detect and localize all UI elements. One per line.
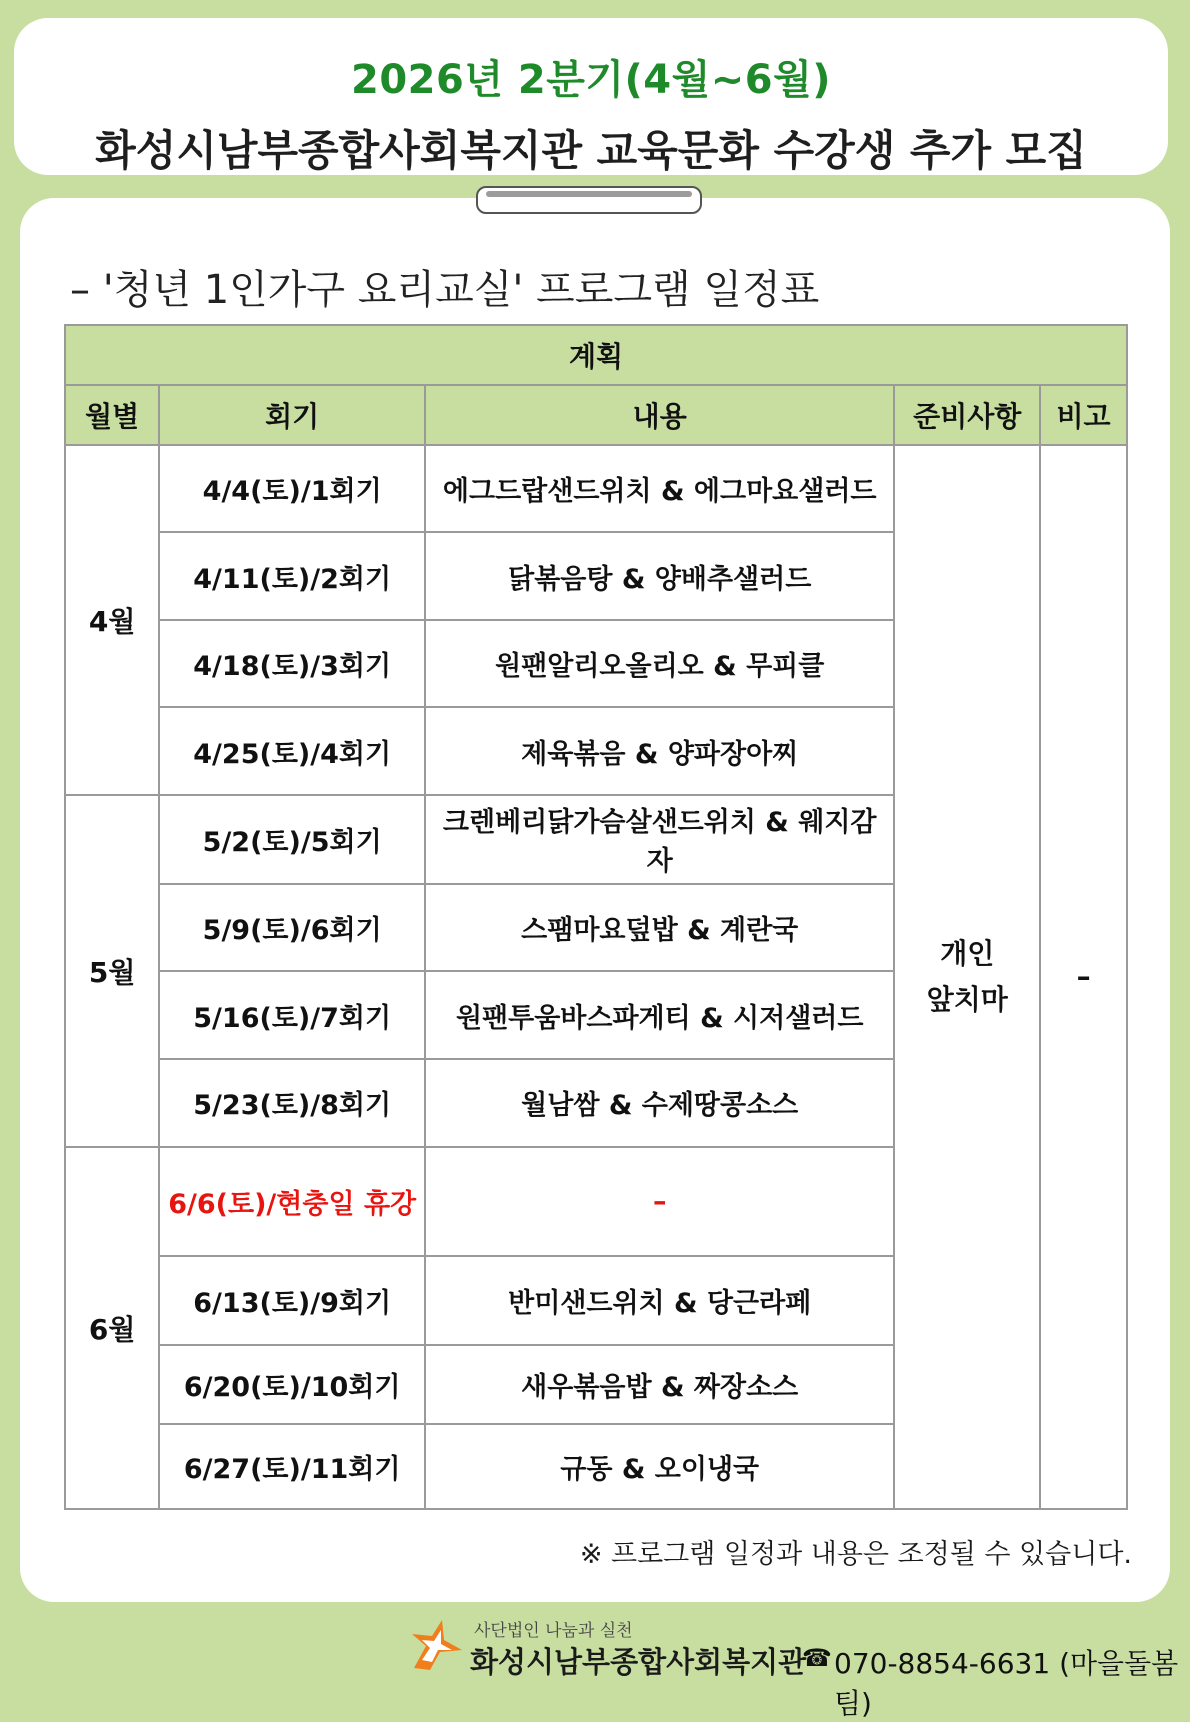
star-logo-icon [408, 1616, 466, 1678]
prep-line2: 앞치마 [926, 982, 1008, 1016]
round-cell: 4/25(토)/4회기 [159, 707, 425, 795]
content-cell: 크렌베리닭가슴살샌드위치 & 웨지감자 [425, 795, 894, 884]
title-card [14, 18, 1168, 175]
content-cell: 에그드랍샌드위치 & 에그마요샐러드 [425, 445, 894, 533]
org-subtitle: 사단법인 나눔과 실천 [474, 1621, 633, 1641]
round-cell: 6/27(토)/11회기 [159, 1424, 425, 1509]
col-month-header: 월별 [65, 385, 159, 445]
month-april: 4월 [65, 445, 159, 795]
round-cell: 6/13(토)/9회기 [159, 1256, 425, 1346]
month-june: 6월 [65, 1147, 159, 1509]
round-cell: 4/4(토)/1회기 [159, 445, 425, 533]
round-cell: 5/16(토)/7회기 [159, 971, 425, 1059]
phone-icon: ☎ [802, 1644, 832, 1672]
clip-bar [486, 191, 692, 197]
round-cell-holiday: 6/6(토)/현충일 휴강 [159, 1147, 425, 1256]
page-title: 화성시남부종합사회복지관 교육문화 수강생 추가 모집 [95, 126, 1087, 175]
col-round-header: 회기 [159, 385, 425, 445]
round-cell: 5/2(토)/5회기 [159, 795, 425, 884]
content-cell: 규동 & 오이냉국 [425, 1424, 894, 1509]
content-cell: 반미샌드위치 & 당근라페 [425, 1256, 894, 1346]
clipboard-clip [476, 186, 702, 214]
content-cell-holiday: – [425, 1147, 894, 1256]
content-cell: 닭볶음탕 & 양배추샐러드 [425, 532, 894, 620]
content-cell: 원팬알리오올리오 & 무피클 [425, 620, 894, 708]
title-period: 2026년 2분기(4월~6월) [350, 57, 832, 103]
prep-line1: 개인 [940, 936, 995, 970]
round-cell: 4/18(토)/3회기 [159, 620, 425, 708]
content-cell: 스팸마요덮밥 & 계란국 [425, 884, 894, 972]
note-cell: – [1040, 445, 1127, 1509]
prep-cell [894, 445, 1040, 1509]
col-note-header: 비고 [1040, 385, 1127, 445]
section-title: – '청년 1인가구 요리교실' 프로그램 일정표 [70, 267, 820, 313]
org-name: 화성시남부종합사회복지관 [470, 1645, 807, 1679]
plan-header: 계획 [65, 325, 1127, 385]
footnote: ※ 프로그램 일정과 내용은 조정될 수 있습니다. [579, 1539, 1132, 1570]
round-cell: 5/9(토)/6회기 [159, 884, 425, 972]
month-may: 5월 [65, 795, 159, 1147]
round-cell: 4/11(토)/2회기 [159, 532, 425, 620]
phone-number: 070-8854-6631 (마을돌봄팀) [834, 1647, 1179, 1720]
round-cell: 6/20(토)/10회기 [159, 1345, 425, 1424]
footer [0, 1612, 1190, 1720]
content-cell: 월남쌈 & 수제땅콩소스 [425, 1059, 894, 1147]
col-prep-header: 준비사항 [894, 385, 1040, 445]
schedule-table [64, 324, 1128, 1510]
col-content-header: 내용 [425, 385, 894, 445]
content-cell: 새우볶음밥 & 짜장소스 [425, 1345, 894, 1424]
table-row [65, 445, 1127, 533]
content-cell: 제육볶음 & 양파장아찌 [425, 707, 894, 795]
round-cell: 5/23(토)/8회기 [159, 1059, 425, 1147]
content-cell: 원팬투움바스파게티 & 시저샐러드 [425, 971, 894, 1059]
